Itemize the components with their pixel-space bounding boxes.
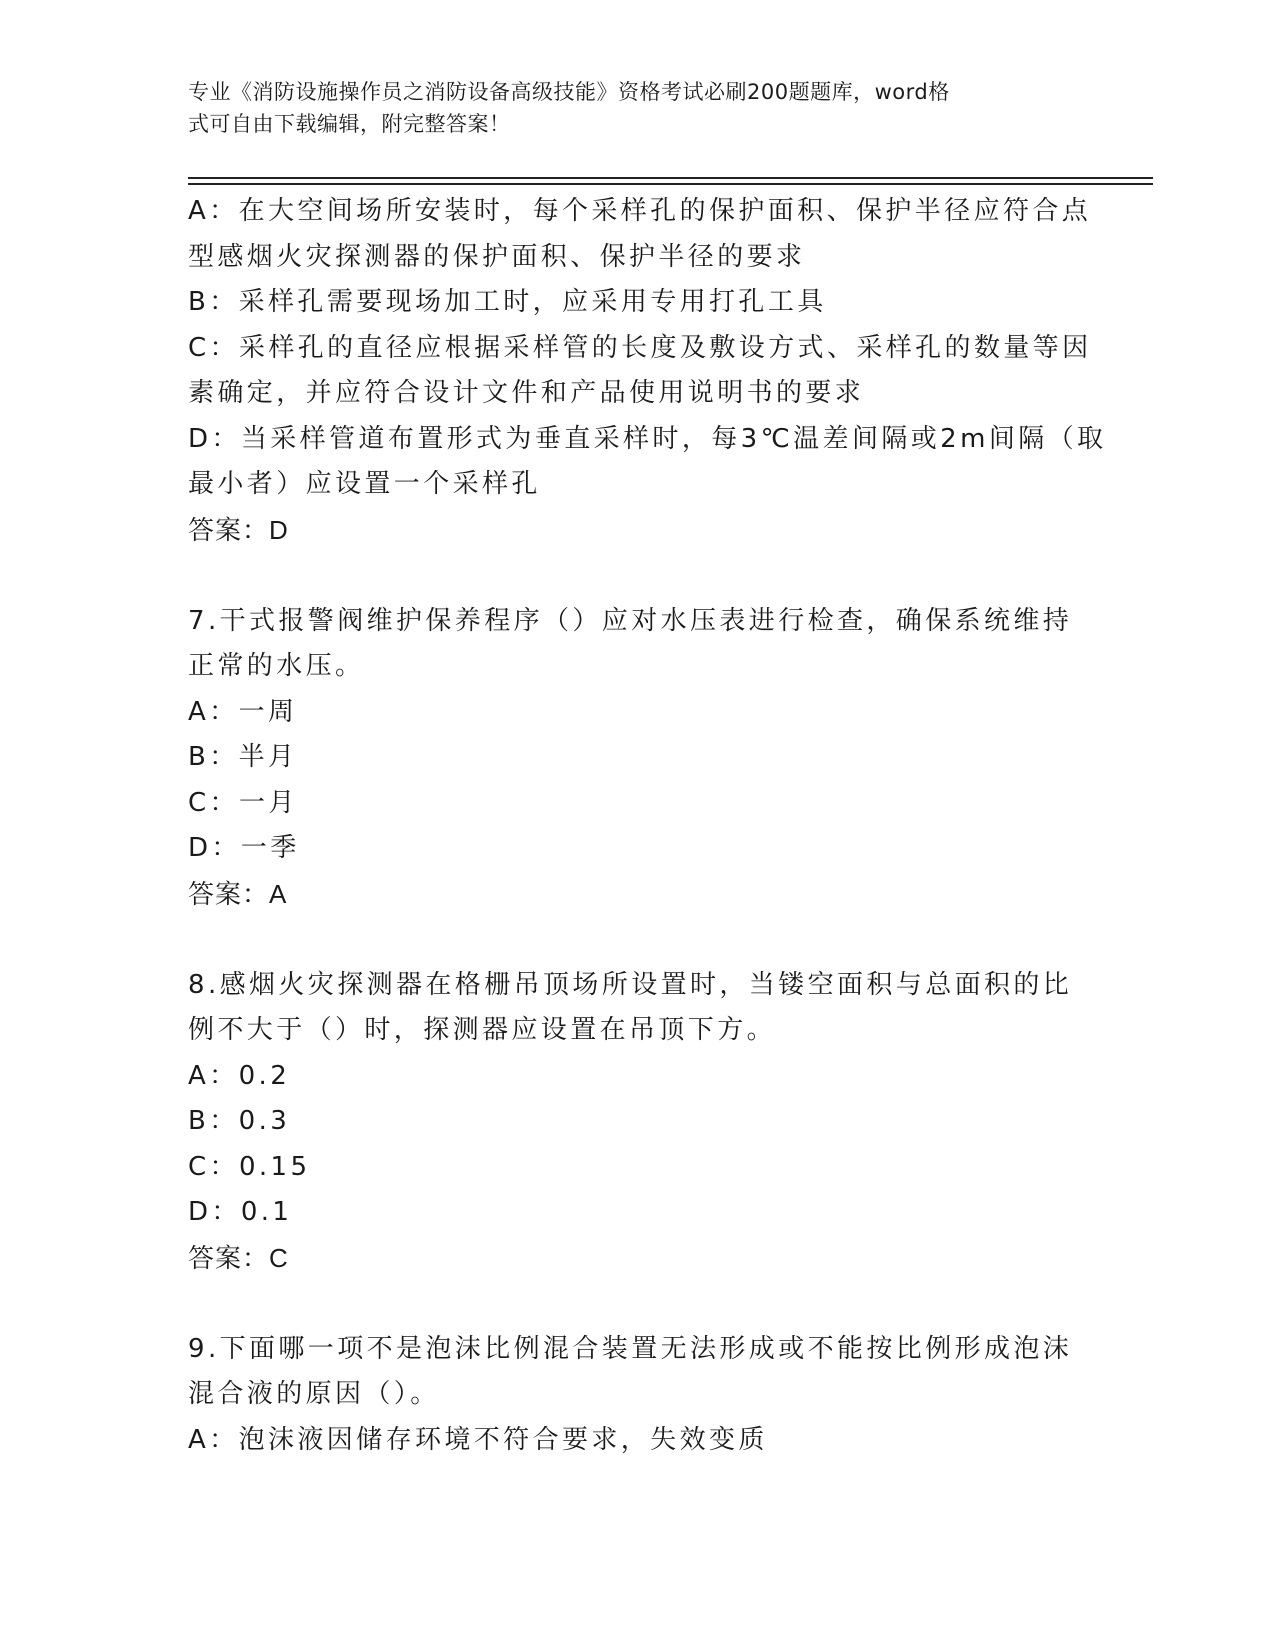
question-text-line-2: 正常的水压。 [188, 651, 365, 681]
option-b: B：半月 [188, 742, 298, 772]
option-c: C：0.15 [188, 1151, 311, 1182]
spacer [188, 1281, 1088, 1327]
question-9 [188, 1327, 1088, 1464]
question-6 [188, 189, 1107, 553]
header-line-1: 专业《消防设施操作员之消防设备高级技能》资格考试必刷200题题库，word格 [188, 80, 950, 104]
answer: 答案：D [188, 514, 289, 545]
option-c-line-2: 素确定，并应符合设计文件和产品使用说明书的要求 [188, 378, 865, 408]
option-d-line-2: 最小者）应设置一个采样孔 [188, 469, 541, 499]
header-line-2: 式可自由下载编辑，附完整答案！ [188, 112, 511, 136]
option-b: B：采样孔需要现场加工时，应采用专用打孔工具 [188, 287, 827, 317]
question-text-line-2: 例不大于（）时，探测器应设置在吊顶下方。 [188, 1015, 777, 1045]
option-b: B：0.3 [188, 1106, 291, 1136]
question-text-line-1: 8.感烟火灾探测器在格栅吊顶场所设置时，当镂空面积与总面积的比 [188, 969, 1073, 1000]
option-a: A：泡沫液因储存环境不符合要求，失效变质 [188, 1424, 768, 1455]
spacer [188, 917, 1088, 963]
question-list [188, 189, 1107, 1463]
option-d: D：一季 [188, 833, 300, 863]
option-d: D：0.1 [188, 1197, 293, 1227]
option-a: A：一周 [188, 696, 298, 727]
question-text-line-2: 混合液的原因（）。 [188, 1379, 440, 1409]
question-text-line-1: 7.干式报警阀维护保养程序（）应对水压表进行检查，确保系统维持 [188, 605, 1073, 636]
option-d-line-1: D：当采样管道布置形式为垂直采样时，每3℃温差间隔或2m间隔（取 [188, 423, 1107, 454]
question-8 [188, 963, 1088, 1282]
header-divider-top [188, 177, 1153, 179]
option-c-line-1: C：采样孔的直径应根据采样管的长度及敷设方式、采样孔的数量等因 [188, 332, 1092, 363]
question-7 [188, 599, 1088, 918]
document-header [188, 76, 1068, 140]
option-a-line-1: A：在大空间场所安装时，每个采样孔的保护面积、保护半径应符合点 [188, 196, 1092, 226]
spacer [188, 553, 1088, 599]
question-text-line-1: 9.下面哪一项不是泡沫比例混合装置无法形成或不能按比例形成泡沫 [188, 1333, 1073, 1364]
option-c: C：一月 [188, 787, 298, 818]
answer: 答案：A [188, 878, 288, 909]
header-divider-bottom [188, 183, 1153, 185]
option-a: A：0.2 [188, 1060, 291, 1091]
answer: 答案：C [188, 1242, 289, 1273]
option-a-line-2: 型感烟火灾探测器的保护面积、保护半径的要求 [188, 241, 806, 272]
